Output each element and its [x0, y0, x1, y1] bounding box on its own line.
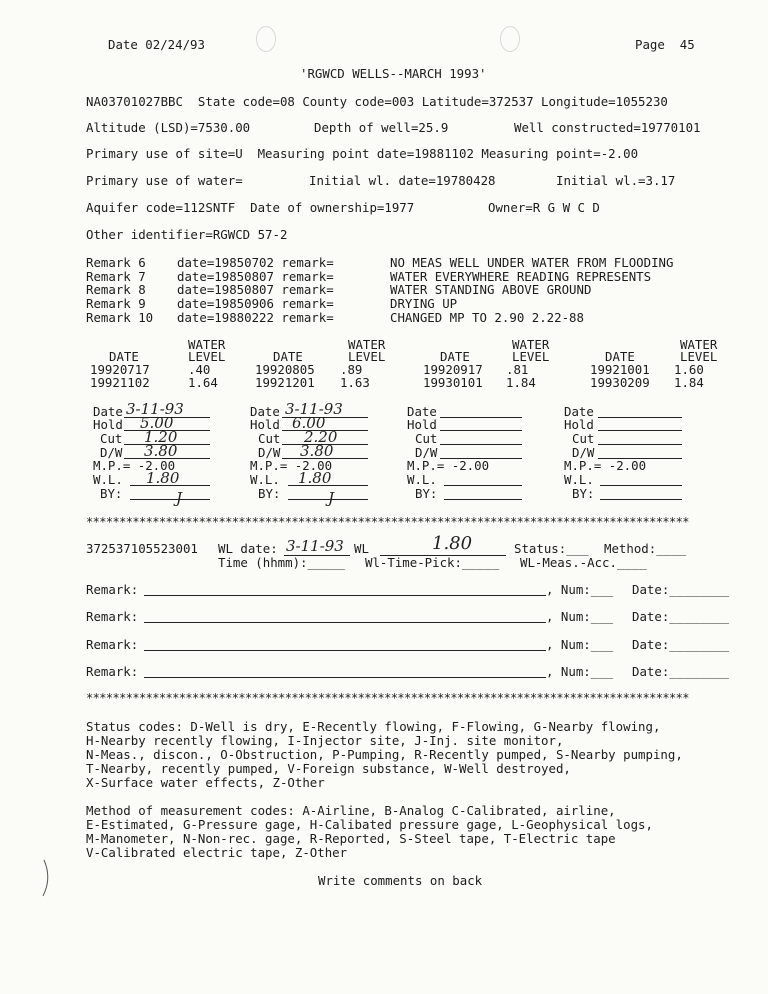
level-date: 19920717	[90, 362, 150, 377]
depth-of-well: Depth of well=25.9	[314, 120, 449, 135]
num-field[interactable]: , Num:___	[546, 664, 614, 679]
remark-entry-label: Remark:	[86, 609, 139, 624]
hold-label: Hold	[250, 417, 280, 432]
wl-label: W.L.	[93, 472, 123, 487]
remark-text: DRYING UP	[390, 296, 458, 311]
remark-label: Remark 8	[86, 282, 154, 297]
wl-label: W.L.	[250, 472, 280, 487]
remark-entry-label: Remark:	[86, 664, 139, 679]
remark-date: date=19850702 remark=	[177, 255, 334, 270]
date-field[interactable]: Date:________	[632, 582, 729, 597]
dw-label: D/W	[572, 445, 595, 460]
date-label: Date	[407, 404, 437, 419]
date-label: Date	[564, 404, 594, 419]
by-field[interactable]	[444, 499, 522, 500]
mp-value: M.P.= -2.00	[407, 458, 490, 473]
date-label: Date	[93, 404, 123, 419]
asterisk-divider: *******************************************************************************************	[86, 516, 689, 528]
by-field[interactable]	[600, 499, 682, 500]
method-codes-line: E-Estimated, G-Pressure gage, H-Calibated pressure gage, L-Geophysical logs,	[86, 817, 653, 832]
level-value: 1.63	[340, 375, 370, 390]
remark-entry-field[interactable]	[144, 622, 546, 623]
dw-label: D/W	[258, 445, 281, 460]
remark-text: WATER STANDING ABOVE GROUND	[390, 282, 592, 297]
method-codes-line: M-Manometer, N-Non-rec. gage, R-Reported, S-Steel tape, T-Electric tape	[86, 831, 616, 846]
wl-meas-acc-field[interactable]: WL-Meas.-Acc.____	[520, 555, 647, 570]
well-id-line: NA03701027BBC State code=08 County code=003 Latitude=372537 Longitude=1055230	[86, 94, 668, 109]
handwritten-hold: 5.00	[140, 414, 174, 432]
level-value: .40	[188, 362, 211, 377]
level-date: 19920805	[255, 362, 315, 377]
cut-label: Cut	[100, 431, 123, 446]
level-value: .89	[340, 362, 363, 377]
report-title: 'RGWCD WELLS--MARCH 1993'	[300, 66, 487, 81]
level-value: 1.84	[674, 375, 704, 390]
other-identifier: Other identifier=RGWCD 57-2	[86, 227, 288, 242]
initial-wl: Initial wl.=3.17	[556, 173, 676, 188]
time-field[interactable]: Time (hhmm):_____	[218, 555, 345, 570]
method-codes-line: Method of measurement codes: A-Airline, B-Analog C-Calibrated, airline,	[86, 803, 616, 818]
primary-use-of-water: Primary use of water=	[86, 173, 243, 188]
level-date: 19921102	[90, 375, 150, 390]
column-header-water: WATER	[512, 337, 550, 352]
column-header-level: LEVEL	[512, 349, 550, 364]
by-label: BY:	[415, 486, 438, 501]
remark-text: WATER EVERYWHERE READING REPRESENTS	[390, 269, 652, 284]
status-codes-line: N-Meas., discon., O-Obstruction, P-Pumping, R-Recently pumped, S-Nearby pumping,	[86, 747, 683, 762]
wl-label: W.L.	[407, 472, 437, 487]
hold-label: Hold	[93, 417, 123, 432]
status-codes-line: Status codes: D-Well is dry, E-Recently flowing, F-Flowing, G-Nearby flowing,	[86, 719, 661, 734]
level-date: 19920917	[423, 362, 483, 377]
hold-label: Hold	[564, 417, 594, 432]
num-field[interactable]: , Num:___	[546, 582, 614, 597]
wl-label: WL	[354, 541, 369, 556]
remark-date: date=19850807 remark=	[177, 282, 334, 297]
hold-field[interactable]	[440, 430, 522, 431]
remark-date: date=19880222 remark=	[177, 310, 334, 325]
handwritten-wl-value: 1.80	[432, 533, 473, 554]
column-header-water: WATER	[348, 337, 386, 352]
cut-label: Cut	[415, 431, 438, 446]
wl-field[interactable]	[600, 485, 682, 486]
column-header-level: LEVEL	[188, 349, 226, 364]
date-field[interactable]	[598, 417, 682, 418]
wl-time-pick-field[interactable]: Wl-Time-Pick:_____	[365, 555, 500, 570]
remark-text: NO MEAS WELL UNDER WATER FROM FLOODING	[390, 255, 674, 270]
wl-field[interactable]	[444, 485, 522, 486]
handwritten-initials: J	[328, 489, 335, 507]
footer-note: Write comments on back	[318, 873, 483, 888]
mp-value: M.P.= -2.00	[250, 458, 333, 473]
column-header-level: LEVEL	[680, 349, 718, 364]
by-field[interactable]	[130, 499, 210, 500]
method-field[interactable]: Method:____	[604, 541, 687, 556]
handwritten-dw: 3.80	[144, 442, 178, 460]
punch-hole-mark	[256, 26, 276, 52]
level-value: 1.84	[506, 375, 536, 390]
handwritten-wl: 1.80	[146, 469, 180, 487]
handwritten-hold: 6.00	[292, 414, 326, 432]
handwritten-date: 3-11-93	[126, 400, 184, 418]
handwritten-dw: 3.80	[300, 442, 334, 460]
level-date: 19930209	[590, 375, 650, 390]
site-id: 372537105523001	[86, 541, 198, 556]
column-header-level: LEVEL	[348, 349, 386, 364]
well-constructed: Well constructed=19770101	[514, 120, 701, 135]
by-label: BY:	[572, 486, 595, 501]
by-label: BY:	[100, 486, 123, 501]
column-header-date: DATE	[109, 349, 139, 364]
handwritten-date: 3-11-93	[285, 400, 343, 418]
remark-entry-label: Remark:	[86, 582, 139, 597]
remark-label: Remark 6	[86, 255, 154, 270]
mp-value: M.P.= -2.00	[564, 458, 647, 473]
margin-mark	[40, 858, 54, 898]
remark-entry-field[interactable]	[144, 595, 546, 596]
remark-label: Remark 10	[86, 310, 154, 325]
cut-field[interactable]	[440, 444, 522, 445]
level-date: 19921201	[255, 375, 315, 390]
remark-label: Remark 7	[86, 269, 154, 284]
page-number: Page 45	[635, 37, 695, 52]
wl-date-label: WL date:	[218, 541, 278, 556]
column-header-date: DATE	[440, 349, 470, 364]
remark-entry-field[interactable]	[144, 677, 546, 678]
remark-date: date=19850906 remark=	[177, 296, 334, 311]
column-header-water: WATER	[188, 337, 226, 352]
status-field[interactable]: Status:___	[514, 541, 589, 556]
level-value: 1.64	[188, 375, 218, 390]
method-codes-line: V-Calibrated electric tape, Z-Other	[86, 845, 348, 860]
level-value: 1.60	[674, 362, 704, 377]
num-field[interactable]: , Num:___	[546, 637, 614, 652]
remark-date: date=19850807 remark=	[177, 269, 334, 284]
remark-entry-field[interactable]	[144, 650, 546, 651]
owner: Owner=R G W C D	[488, 200, 600, 215]
num-field[interactable]: , Num:___	[546, 609, 614, 624]
handwritten-wl: 1.80	[298, 469, 332, 487]
level-date: 19930101	[423, 375, 483, 390]
asterisk-divider: *******************************************************************************************	[86, 692, 689, 704]
status-codes-line: H-Nearby recently flowing, I-Injector site, J-Inj. site monitor,	[86, 733, 564, 748]
date-label: Date	[250, 404, 280, 419]
date-field[interactable]	[440, 417, 522, 418]
hold-field[interactable]	[598, 430, 682, 431]
handwritten-wl-date: 3-11-93	[286, 537, 344, 555]
column-header-water: WATER	[680, 337, 718, 352]
altitude: Altitude (LSD)=7530.00	[86, 120, 251, 135]
handwritten-cut: 1.20	[144, 428, 178, 446]
remark-label: Remark 9	[86, 296, 154, 311]
hold-label: Hold	[407, 417, 437, 432]
column-header-date: DATE	[605, 349, 635, 364]
dw-label: D/W	[415, 445, 438, 460]
date-field[interactable]: Date:________	[632, 664, 729, 679]
punch-hole-mark	[500, 26, 520, 52]
initial-wl-date: Initial wl. date=19780428	[309, 173, 496, 188]
aquifer-code: Aquifer code=112SNTF Date of ownership=1977	[86, 200, 415, 215]
level-date: 19921001	[590, 362, 650, 377]
status-codes-line: T-Nearby, recently pumped, V-Foreign substance, W-Well destroyed,	[86, 761, 571, 776]
level-value: .81	[506, 362, 529, 377]
wl-label: W.L.	[564, 472, 594, 487]
date-field[interactable]: Date:________	[632, 609, 729, 624]
cut-label: Cut	[572, 431, 595, 446]
column-header-date: DATE	[273, 349, 303, 364]
status-codes-line: X-Surface water effects, Z-Other	[86, 775, 325, 790]
mp-value: M.P.= -2.00	[93, 458, 176, 473]
cut-label: Cut	[258, 431, 281, 446]
by-label: BY:	[258, 486, 281, 501]
print-date: Date 02/24/93	[108, 37, 205, 52]
date-field[interactable]: Date:________	[632, 637, 729, 652]
cut-field[interactable]	[598, 444, 682, 445]
dw-label: D/W	[100, 445, 123, 460]
remark-entry-label: Remark:	[86, 637, 139, 652]
remark-text: CHANGED MP TO 2.90 2.22-88	[390, 310, 584, 325]
handwritten-initials: J	[176, 489, 183, 507]
handwritten-cut: 2.20	[304, 428, 338, 446]
primary-use-of-site: Primary use of site=U Measuring point date=19881102 Measuring point=-2.00	[86, 146, 639, 161]
